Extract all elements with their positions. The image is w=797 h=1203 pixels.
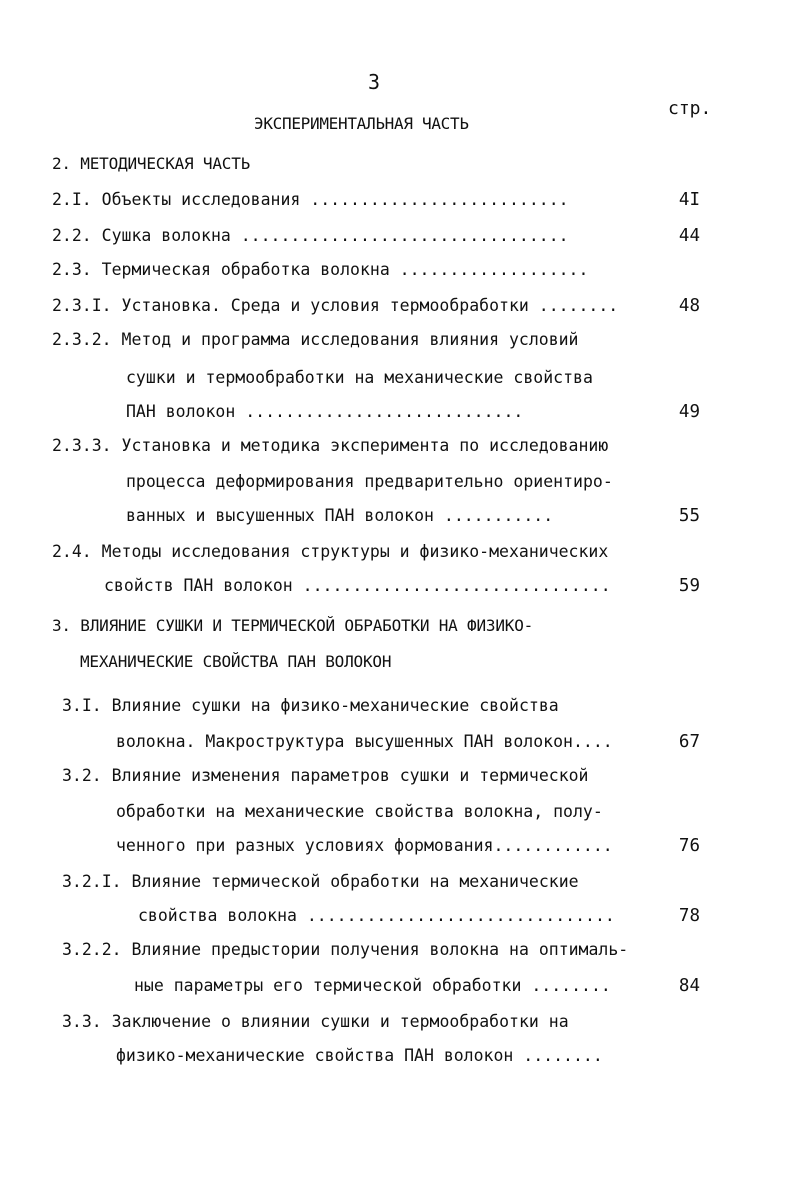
toc-page-2-3-2: 49: [678, 402, 700, 422]
toc-entry-2-3-3-line1: 2.3.3. Установка и методика эксперимента по исследованию: [52, 436, 609, 455]
toc-entry-2-1: 2.I. Объекты исследования ..........................: [52, 190, 569, 209]
toc-entry-3-2-line3: ченного при разных условиях формования............: [116, 836, 613, 855]
toc-page-3-2: 76: [678, 836, 700, 856]
toc-heading-ch3-line2: МЕХАНИЧЕСКИЕ СВОЙСТВА ПАН ВОЛОКОН: [80, 652, 392, 671]
toc-entry-2-3-2-line2: сушки и термообработки на механические свойства: [126, 368, 593, 387]
toc-page-3-2-2: 84: [678, 976, 700, 996]
toc-entry-2-3-3-line3: ванных и высушенных ПАН волокон ...........: [126, 506, 554, 525]
toc-entry-3-3-line2: физико-механические свойства ПАН волокон ........: [116, 1046, 603, 1065]
toc-entry-3-2-1-line1: 3.2.I. Влияние термической обработки на механические: [62, 872, 579, 891]
toc-heading-ch2: 2. МЕТОДИЧЕСКАЯ ЧАСТЬ: [52, 154, 251, 173]
toc-page-2-3-3: 55: [678, 506, 700, 526]
toc-heading-ch3-line1: 3. ВЛИЯНИЕ СУШКИ И ТЕРМИЧЕСКОЙ ОБРАБОТКИ НА ФИЗИКО-: [52, 616, 534, 635]
toc-entry-2-3-3-line2: процесса деформирования предварительно ориентиро-: [126, 472, 613, 491]
toc-entry-3-2-2-line2: ные параметры его термической обработки ........: [134, 976, 611, 995]
page-number: 3: [368, 70, 381, 94]
toc-entry-2-3-2-line1: 2.3.2. Метод и программа исследования влияния условий: [52, 330, 579, 349]
page-column-header: стр.: [668, 98, 712, 119]
toc-entry-2-4-line1: 2.4. Методы исследования структуры и физико-механических: [52, 542, 609, 561]
toc-entry-2-2: 2.2. Сушка волокна .................................: [52, 226, 569, 245]
toc-page-3-1: 67: [678, 732, 700, 752]
toc-entry-2-3: 2.3. Термическая обработка волокна ...................: [52, 260, 589, 279]
toc-entry-3-1-line1: 3.I. Влияние сушки на физико-механические свойства: [62, 696, 559, 715]
toc-entry-3-2-2-line1: 3.2.2. Влияние предыстории получения волокна на оптималь-: [62, 940, 629, 959]
toc-page-2-3-1: 48: [678, 296, 700, 316]
toc-entry-2-3-1: 2.3.I. Установка. Среда и условия термообработки ........: [52, 296, 619, 315]
toc-entry-3-2-line1: 3.2. Влияние изменения параметров сушки и термической: [62, 766, 589, 785]
toc-entry-3-1-line2: волокна. Макроструктура высушенных ПАН волокон....: [116, 732, 613, 751]
toc-entry-3-3-line1: 3.3. Заключение о влиянии сушки и термообработки на: [62, 1012, 569, 1031]
toc-page-2-1: 4I: [678, 190, 700, 210]
toc-page-3-2-1: 78: [678, 906, 700, 926]
toc-entry-3-2-1-line2: свойства волокна ...............................: [138, 906, 615, 925]
toc-entry-2-4-line2: свойств ПАН волокон ...............................: [104, 576, 611, 595]
toc-page-2-4: 59: [678, 576, 700, 596]
toc-entry-2-3-2-line3: ПАН волокон ............................: [126, 402, 524, 421]
section-title: ЭКСПЕРИМЕНТАЛЬНАЯ ЧАСТЬ: [254, 114, 469, 133]
toc-page-2-2: 44: [678, 226, 700, 246]
toc-entry-3-2-line2: обработки на механические свойства волокна, полу-: [116, 802, 603, 821]
